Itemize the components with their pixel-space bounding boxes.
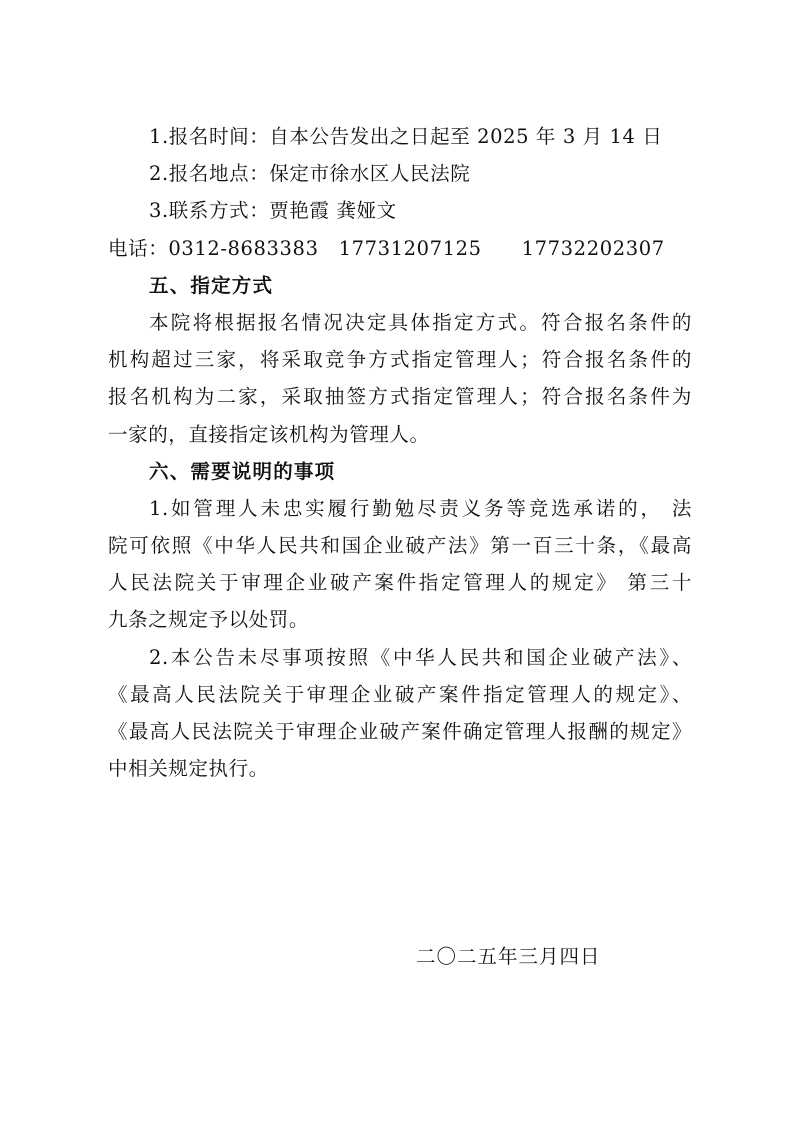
section-heading-designation-method: 五、指定方式 bbox=[149, 273, 274, 297]
paragraph-line: 一家的，直接指定该机构为管理人。 bbox=[108, 422, 430, 446]
paragraph-line: 院可依照《中华人民共和国企业破产法》第一百三十条，《最高 bbox=[108, 534, 692, 558]
paragraph-line: 本院将根据报名情况决定具体指定方式。符合报名条件的 bbox=[149, 310, 692, 334]
section-heading-notes: 六、需要说明的事项 bbox=[149, 459, 336, 483]
paragraph-line: 2.本公告未尽事项按照《中华人民共和国企业破产法》、 bbox=[149, 645, 692, 669]
paragraph-line: 机构超过三家，将采取竞争方式指定管理人；符合报名条件的 bbox=[108, 348, 692, 372]
phone-number-1: 0312-8683383 bbox=[168, 236, 319, 260]
phone-number-2: 17731207125 bbox=[338, 236, 482, 260]
document-date: 二〇二五年三月四日 bbox=[416, 945, 601, 968]
registration-contacts: 3.联系方式：贾艳霞 龚娅文 bbox=[149, 199, 397, 223]
phone-line bbox=[108, 230, 692, 267]
paragraph-line: 人民法院关于审理企业破产案件指定管理人的规定》 第三十 bbox=[108, 571, 692, 595]
paragraph-line: 报名机构为二家，采取抽签方式指定管理人；符合报名条件为 bbox=[108, 385, 692, 409]
document-body bbox=[108, 118, 692, 787]
paragraph-line: 1.如管理人未忠实履行勤勉尽责义务等竞选承诺的， 法 bbox=[149, 496, 692, 520]
paragraph-line: 《最高人民法院关于审理企业破产案件指定管理人的规定》、 bbox=[108, 682, 692, 706]
registration-place: 2.报名地点：保定市徐水区人民法院 bbox=[149, 162, 471, 186]
paragraph-line: 《最高人民法院关于审理企业破产案件确定管理人报酬的规定》 bbox=[108, 720, 692, 743]
phone-label: 电话： bbox=[108, 236, 169, 260]
registration-time: 1.报名时间：自本公告发出之日起至 2025 年 3 月 14 日 bbox=[149, 125, 663, 148]
phone-number-3: 17732202307 bbox=[521, 236, 665, 260]
paragraph-line: 九条之规定予以处罚。 bbox=[108, 608, 310, 632]
paragraph-line: 中相关规定执行。 bbox=[108, 757, 269, 781]
